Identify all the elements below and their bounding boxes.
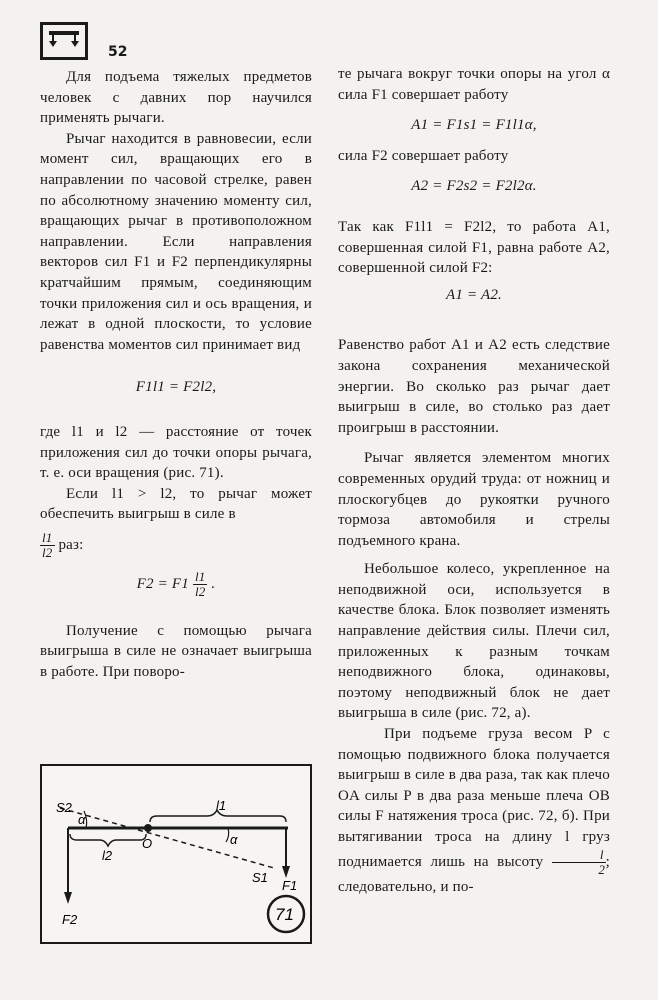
pivot-point bbox=[144, 824, 152, 832]
fraction bbox=[40, 531, 55, 560]
lever-rotated bbox=[60, 808, 274, 868]
figure-number: 71 bbox=[275, 905, 294, 924]
label-f1: F1 bbox=[282, 878, 298, 893]
equation: F1l1 = F2l2, bbox=[135, 379, 217, 396]
label-o: O bbox=[142, 836, 153, 851]
right-column bbox=[338, 64, 610, 897]
paragraph: Так как F1l1 = F2l2, то работа A1, совершенная силой F1, равна работе A2, совершенной силой F2: bbox=[338, 218, 610, 277]
equation: A1 = A2. bbox=[445, 286, 503, 303]
fraction-line bbox=[40, 531, 312, 560]
figure-71 bbox=[40, 764, 312, 944]
label-l1: l1 bbox=[216, 798, 227, 813]
equation: A2 = F2s2 = F2l2α. bbox=[411, 178, 537, 195]
label-alpha-right: α bbox=[230, 832, 238, 847]
label-s2: S2 bbox=[56, 800, 72, 815]
paragraph: Рычаг находится в равновесии, если момент сил, вращающих его в направлении по часовой стрелке, равен по абсолютному значению моменту сил, вращающих рычаг в противоположном направлении. Если направления векторов сил F1 и F2 перпендикулярны кратчайшим прямым, соединяющим точки приложения сил и ось вращения, и лежат в одной плоскости, то условие равенства моментов сил принимает вид bbox=[40, 130, 312, 353]
paragraph: где l1 и l2 — расстояние от точек приложения сил до точки опоры рычага, т. е. оси вращения (рис. 71). bbox=[40, 423, 312, 482]
arrow-down-icon bbox=[64, 892, 72, 904]
paragraph-text: При подъеме груза весом P с помощью подвижного блока получается выигрыш в силе в два раза, так как плечо OA силы P в два раза меньше плеча OB силы F натяжения троса (рис. 72, б). При вытягивании троса на длину l груз поднимается лишь на высоту bbox=[338, 726, 610, 870]
equation: A1 = F1s1 = F1l1α, bbox=[411, 117, 537, 134]
label-l2: l2 bbox=[102, 848, 113, 863]
fraction-denominator: 2 bbox=[598, 861, 606, 877]
equation: F2 = F1 $\frac{l1}{l2}$ . bbox=[136, 568, 216, 599]
fraction bbox=[193, 570, 208, 599]
paragraph: Равенство работ A1 и A2 есть следствие закона сохранения механической энергии. Во сколько раз рычаг дает выигрыш в силе, во столько раз дает проигрыш в расстоянии. bbox=[338, 337, 610, 436]
fraction-numerator: l1 bbox=[42, 529, 53, 545]
left-column bbox=[40, 67, 312, 683]
paragraph: сила F2 совершает работу bbox=[338, 147, 509, 164]
label-alpha-left: α bbox=[78, 812, 86, 827]
paragraph: Для подъема тяжелых предметов человек с давних пор научился применять рычаги. bbox=[40, 69, 312, 127]
paragraph: те рычага вокруг точки опоры на угол α сила F1 совершает работу bbox=[338, 66, 610, 103]
logo bbox=[40, 22, 88, 60]
fraction-numerator: l1 bbox=[194, 568, 206, 584]
paragraph: Если l1 > l2, то рычаг может обеспечить выигрыш в силе в bbox=[40, 485, 312, 523]
equation-lhs: F2 = F1 bbox=[136, 575, 189, 592]
lever-diagram bbox=[42, 766, 310, 942]
paragraph bbox=[338, 724, 610, 897]
fraction-denominator: l2 bbox=[42, 544, 53, 560]
fraction-denominator: l2 bbox=[194, 583, 206, 599]
paragraph: Получение с помощью рычага выигрыша в силе не означает выигрыша в работе. При поворо- bbox=[40, 622, 312, 681]
brace-l2 bbox=[70, 834, 146, 846]
paragraph: Небольшое колесо, укрепленное на неподвижной оси, используется в качестве блока. Блок позволяет изменять направление действия силы. Плечи сил, приложенных к разным точкам неподвижного блока, одинаковы, поэтому неподвижный блок не дает выигрыша в силе (рис. 72, а). bbox=[338, 561, 610, 722]
page-number: 52 bbox=[108, 44, 128, 60]
paragraph-tail: раз: bbox=[58, 536, 84, 553]
fraction-numerator: l bbox=[552, 848, 606, 863]
arrow-down-icon bbox=[282, 866, 290, 878]
label-s1: S1 bbox=[252, 870, 268, 885]
paragraph-tail: ; следовательно, и по- bbox=[338, 853, 610, 895]
label-f2: F2 bbox=[62, 912, 78, 927]
fraction bbox=[552, 848, 606, 877]
paragraph: Рычаг является элементом многих современных орудий труда: от ножниц и плоскогубцев до рукоятки ручного тормоза автомобиля и стрелы подъемного крана. bbox=[338, 450, 610, 549]
cart-pictogram-icon bbox=[47, 29, 81, 53]
